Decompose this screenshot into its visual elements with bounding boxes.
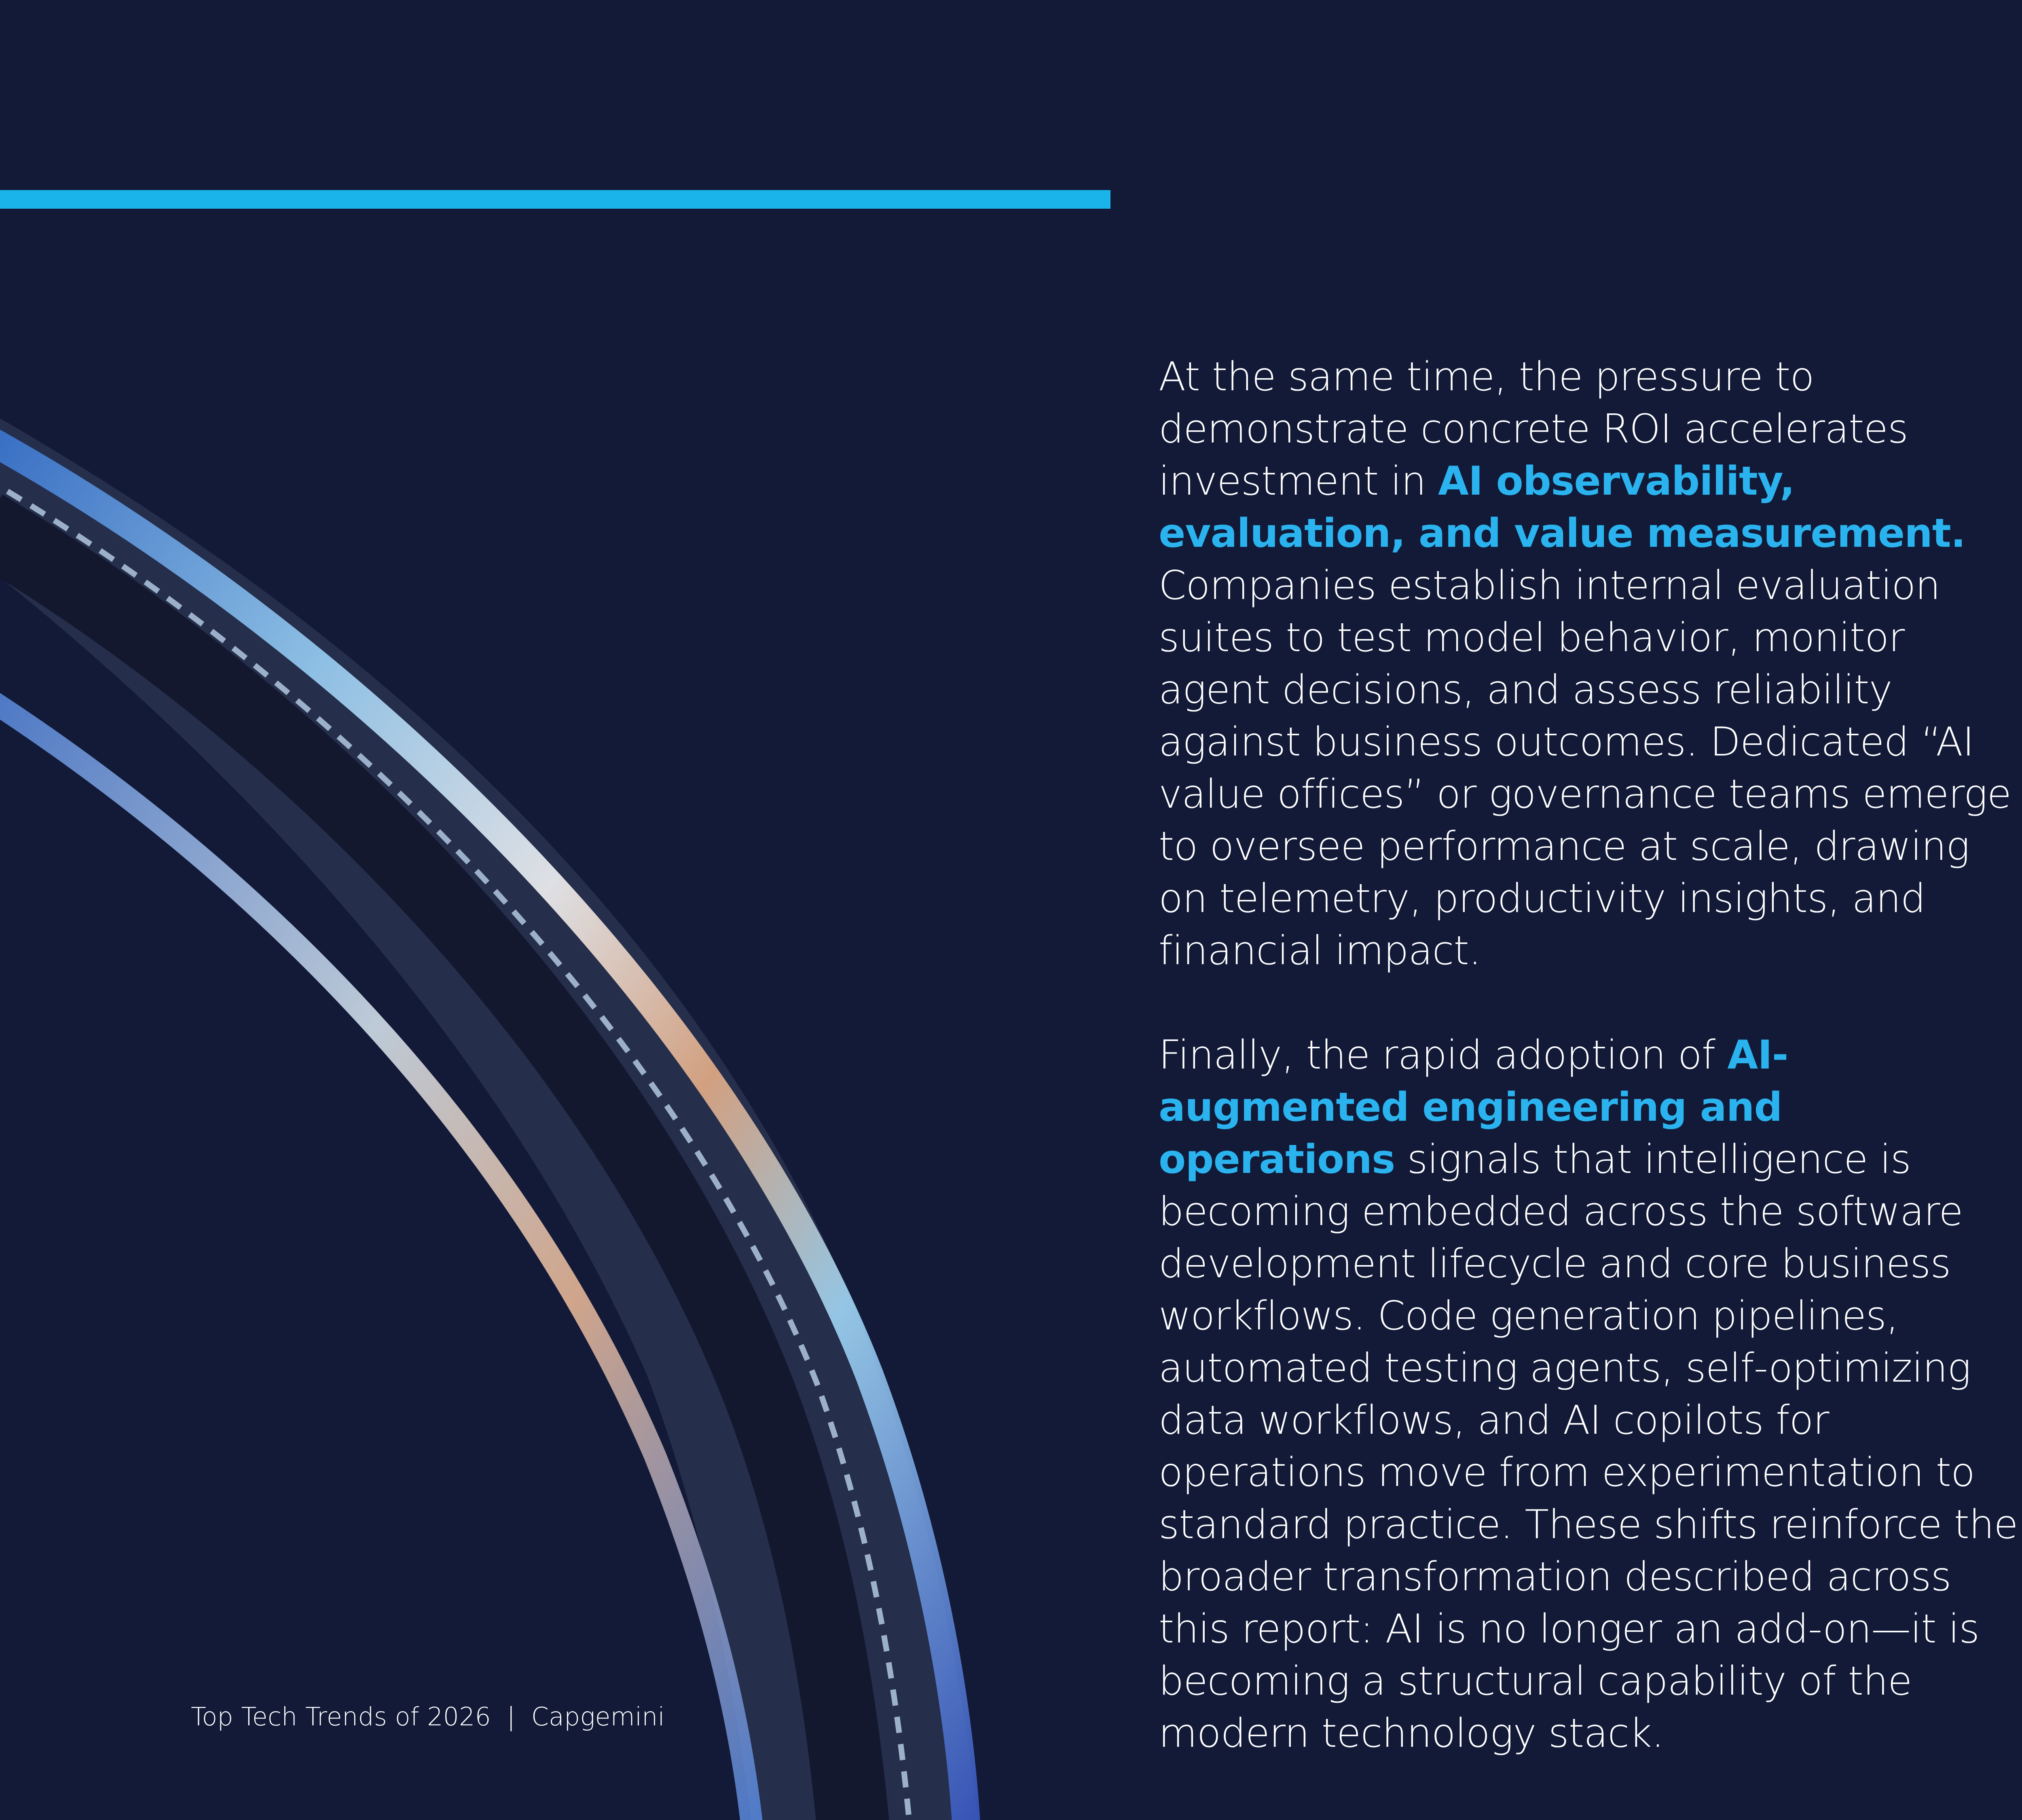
paragraph-2-text-continued: signals that intelligence is becoming embedded across the software development lifecycle and core business workflows. Code generation pipelines, automated testing agents, self-optimizing data workflows, and AI copilots for operations move from experimentation to standard practice. These shifts reinforce the broader transformation described across this report: AI is no longer an add-on—it is becoming a structural capability of the modern technology stack. <box>1159 1136 2018 1757</box>
paragraph-2-text: Finally, the rapid adoption of <box>1159 1032 1728 1078</box>
paragraph-2-highlight: AI-augmented engineering and operations <box>1159 1032 1788 1183</box>
article-paragraph-2 <box>1159 1029 2022 1760</box>
footer-title: Top Tech Trends of 2026 | Capgemini <box>191 1702 665 1731</box>
paragraph-1-text: At the same time, the pressure to demonstrate concrete ROI accelerates investment in <box>1159 354 1908 504</box>
paragraph-1-text-continued: Companies establish internal evaluation suites to test model behavior, monitor agent decisions, and assess reliability against business outcomes. Dedicated “AI value offices” or governance teams emerge to oversee performance at scale, drawing on telemetry, productivity insights, and financial impact. <box>1159 563 2011 974</box>
article-paragraph-1 <box>1159 351 2022 977</box>
article-body <box>1159 351 2022 1812</box>
paragraph-1-highlight: AI observability, evaluation, and value measurement. <box>1159 458 1966 557</box>
